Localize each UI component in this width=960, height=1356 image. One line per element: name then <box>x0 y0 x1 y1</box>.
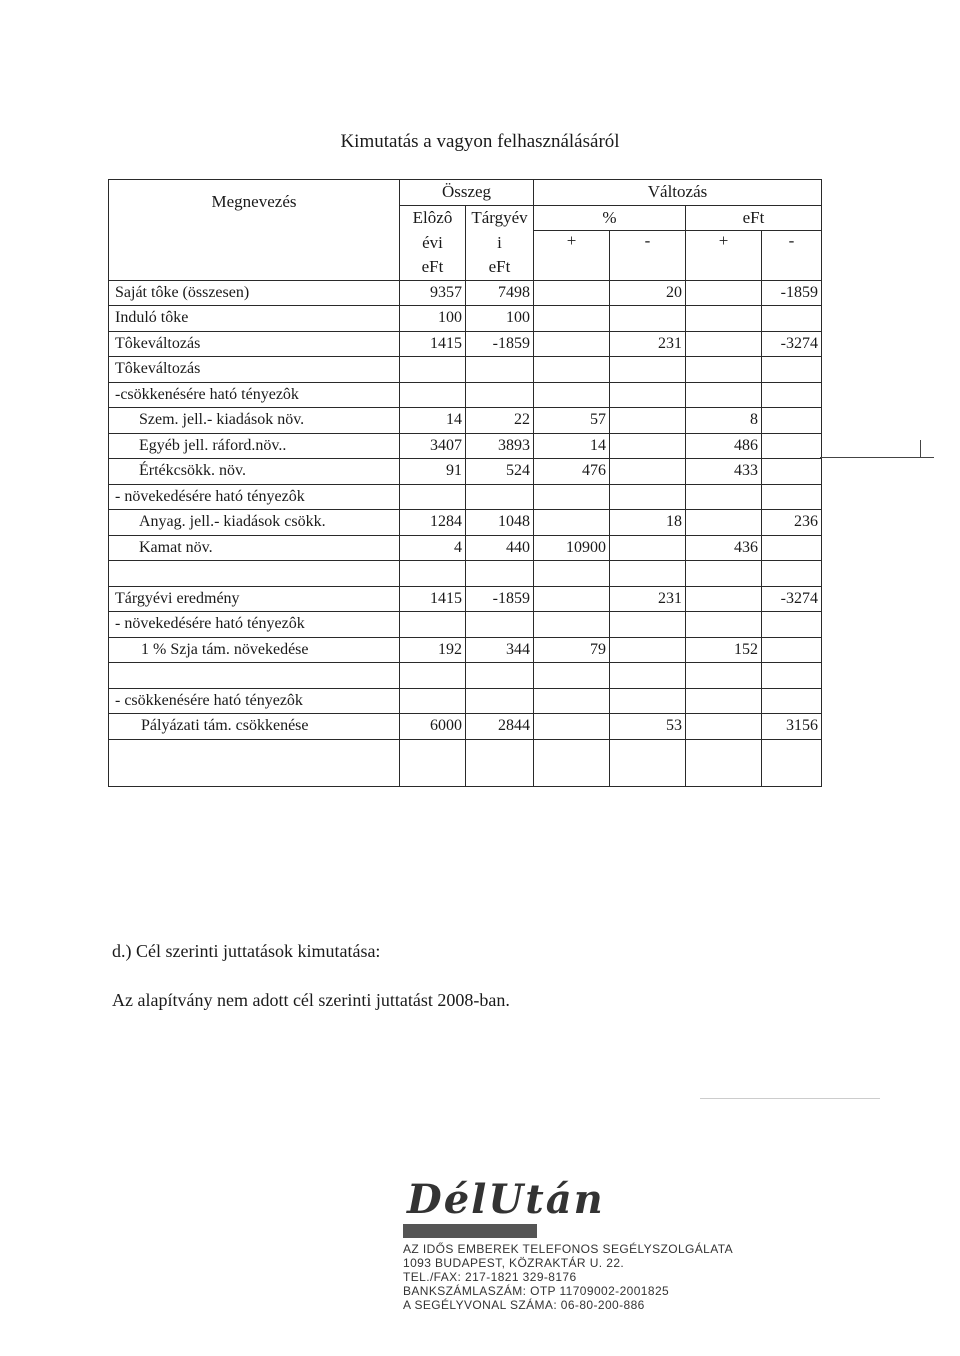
cell-curr <box>466 484 534 510</box>
cell-eft-plus: 433 <box>686 459 762 485</box>
cell-eft-minus <box>762 663 822 689</box>
empty-cell <box>610 739 686 786</box>
cell-pct-minus <box>610 408 686 434</box>
cell-eft-plus: 486 <box>686 433 762 459</box>
cell-curr: 1048 <box>466 510 534 536</box>
cell-curr: 7498 <box>466 280 534 306</box>
page-title: Kimutatás a vagyon felhasználásáról <box>340 131 620 152</box>
header-pct-minus: - <box>610 231 686 281</box>
header-evi: évi <box>400 231 466 256</box>
cell-eft-minus <box>762 484 822 510</box>
cell-curr: 344 <box>466 637 534 663</box>
cell-pct-minus <box>610 357 686 383</box>
stamp-line: TEL./FAX: 217-1821 329-8176 <box>403 1270 577 1284</box>
cell-eft-minus <box>762 433 822 459</box>
cell-curr <box>466 688 534 714</box>
cell-curr: 3893 <box>466 433 534 459</box>
cell-curr <box>466 612 534 638</box>
empty-cell <box>686 739 762 786</box>
cell-pct-plus: 10900 <box>534 535 610 561</box>
cell-pct-plus <box>534 306 610 332</box>
cell-prev <box>400 484 466 510</box>
stamp-line: AZ IDŐS EMBEREK TELEFONOS SEGÉLYSZOLGÁLATA <box>403 1242 733 1256</box>
cell-eft-minus <box>762 561 822 587</box>
cell-pct-minus <box>610 663 686 689</box>
cell-eft-minus: -3274 <box>762 586 822 612</box>
cell-prev: 3407 <box>400 433 466 459</box>
cell-pct-minus <box>610 535 686 561</box>
logo-bar <box>403 1224 537 1238</box>
scan-line <box>820 457 934 458</box>
cell-curr: 22 <box>466 408 534 434</box>
cell-eft-plus: 152 <box>686 637 762 663</box>
cell-pct-minus: 18 <box>610 510 686 536</box>
section-d-heading: d.) Cél szerinti juttatások kimutatása: <box>112 941 381 961</box>
header-eft-a: eFt <box>400 255 466 280</box>
cell-prev: 91 <box>400 459 466 485</box>
cell-curr <box>466 382 534 408</box>
cell-pct-plus <box>534 357 610 383</box>
cell-eft-plus <box>686 612 762 638</box>
empty-cell <box>534 739 610 786</box>
cell-prev <box>400 561 466 587</box>
cell-eft-minus <box>762 535 822 561</box>
cell-prev <box>400 357 466 383</box>
header-eft: eFt <box>686 205 822 231</box>
empty-cell <box>466 739 534 786</box>
cell-pct-plus <box>534 688 610 714</box>
cell-pct-plus: 14 <box>534 433 610 459</box>
section-d-text: Az alapítvány nem adott cél szerinti juttatást 2008-ban. <box>112 990 510 1010</box>
cell-pct-minus: 20 <box>610 280 686 306</box>
cell-prev: 100 <box>400 306 466 332</box>
cell-eft-minus: 236 <box>762 510 822 536</box>
cell-curr <box>466 357 534 383</box>
header-elozo: Elôzô <box>400 205 466 231</box>
cell-curr: 100 <box>466 306 534 332</box>
header-targyev: Tárgyév <box>466 205 534 231</box>
cell-eft-plus <box>686 688 762 714</box>
header-pct-plus: + <box>534 231 610 281</box>
cell-eft-plus <box>686 280 762 306</box>
header-eft-plus: + <box>686 231 762 281</box>
cell-pct-minus: 231 <box>610 331 686 357</box>
cell-prev <box>400 663 466 689</box>
cell-pct-plus <box>534 663 610 689</box>
cell-eft-minus <box>762 612 822 638</box>
cell-prev: 4 <box>400 535 466 561</box>
cell-eft-minus: 3156 <box>762 714 822 740</box>
row-label: Tôkeváltozás <box>109 331 400 357</box>
cell-pct-plus: 79 <box>534 637 610 663</box>
cell-eft-plus <box>686 561 762 587</box>
cell-prev: 6000 <box>400 714 466 740</box>
row-label: - növekedésére ható tényezôk <box>109 484 400 510</box>
stamp-line: BANKSZÁMLASZÁM: OTP 11709002-2001825 <box>403 1284 670 1298</box>
cell-prev: 1284 <box>400 510 466 536</box>
scan-line <box>920 440 921 457</box>
cell-pct-plus <box>534 586 610 612</box>
header-name: Megnevezés <box>109 180 400 281</box>
cell-eft-minus: -3274 <box>762 331 822 357</box>
header-valtozas: Változás <box>534 180 822 206</box>
cell-eft-plus <box>686 331 762 357</box>
stamp-line: A SEGÉLYVONAL SZÁMA: 06-80-200-886 <box>403 1298 645 1312</box>
header-eft-b: eFt <box>466 255 534 280</box>
header-osszeg: Összeg <box>400 180 534 206</box>
cell-curr: 2844 <box>466 714 534 740</box>
cell-prev <box>400 688 466 714</box>
cell-eft-plus <box>686 510 762 536</box>
row-label: Anyag. jell.- kiadások csökk. <box>109 510 400 536</box>
row-label <box>109 561 400 587</box>
cell-prev: 1415 <box>400 331 466 357</box>
row-label: Szem. jell.- kiadások növ. <box>109 408 400 434</box>
row-label: - csökkenésére ható tényezôk <box>109 688 400 714</box>
cell-pct-plus: 57 <box>534 408 610 434</box>
stamp-line: 1093 BUDAPEST, KÖZRAKTÁR U. 22. <box>403 1256 625 1270</box>
cell-curr: -1859 <box>466 331 534 357</box>
delutan-logo: DélUtán <box>407 1176 605 1223</box>
cell-pct-minus <box>610 484 686 510</box>
cell-pct-plus <box>534 612 610 638</box>
cell-curr <box>466 561 534 587</box>
cell-eft-minus <box>762 637 822 663</box>
cell-eft-minus <box>762 306 822 332</box>
row-label: -csökkenésére ható tényezôk <box>109 382 400 408</box>
cell-pct-minus <box>610 306 686 332</box>
cell-pct-plus <box>534 561 610 587</box>
cell-pct-plus <box>534 280 610 306</box>
cell-curr <box>466 663 534 689</box>
cell-pct-plus: 476 <box>534 459 610 485</box>
empty-cell <box>400 739 466 786</box>
cell-eft-plus <box>686 306 762 332</box>
cell-prev: 14 <box>400 408 466 434</box>
cell-pct-minus <box>610 459 686 485</box>
row-label: Induló tôke <box>109 306 400 332</box>
cell-pct-plus <box>534 714 610 740</box>
cell-pct-minus: 231 <box>610 586 686 612</box>
cell-pct-minus <box>610 612 686 638</box>
cell-prev <box>400 382 466 408</box>
cell-eft-minus <box>762 688 822 714</box>
asset-usage-table <box>108 179 822 787</box>
row-label <box>109 663 400 689</box>
cell-eft-minus <box>762 357 822 383</box>
empty-row-label <box>109 739 400 786</box>
row-label: Egyéb jell. ráford.növ.. <box>109 433 400 459</box>
header-pct: % <box>534 205 686 231</box>
cell-eft-minus <box>762 408 822 434</box>
header-eft-minus: - <box>762 231 822 281</box>
cell-eft-plus: 8 <box>686 408 762 434</box>
cell-pct-plus <box>534 331 610 357</box>
row-label: Kamat növ. <box>109 535 400 561</box>
cell-eft-plus <box>686 484 762 510</box>
row-label: 1 % Szja tám. növekedése <box>109 637 400 663</box>
scan-line <box>700 1098 880 1099</box>
cell-eft-plus <box>686 382 762 408</box>
cell-eft-minus: -1859 <box>762 280 822 306</box>
cell-pct-minus <box>610 561 686 587</box>
cell-prev <box>400 612 466 638</box>
cell-eft-plus <box>686 663 762 689</box>
row-label: Értékcsökk. növ. <box>109 459 400 485</box>
row-label: Pályázati tám. csökkenése <box>109 714 400 740</box>
cell-prev: 192 <box>400 637 466 663</box>
cell-curr: 524 <box>466 459 534 485</box>
header-i: i <box>466 231 534 256</box>
empty-cell <box>762 739 822 786</box>
cell-pct-plus <box>534 382 610 408</box>
cell-pct-plus <box>534 510 610 536</box>
cell-pct-minus <box>610 637 686 663</box>
cell-curr: -1859 <box>466 586 534 612</box>
row-label: - növekedésére ható tényezôk <box>109 612 400 638</box>
cell-eft-plus: 436 <box>686 535 762 561</box>
cell-curr: 440 <box>466 535 534 561</box>
cell-pct-minus: 53 <box>610 714 686 740</box>
row-label: Tárgyévi eredmény <box>109 586 400 612</box>
row-label: Saját tôke (összesen) <box>109 280 400 306</box>
cell-pct-minus <box>610 382 686 408</box>
cell-eft-minus <box>762 382 822 408</box>
cell-eft-minus <box>762 459 822 485</box>
cell-pct-minus <box>610 433 686 459</box>
organization-stamp <box>403 1178 743 1312</box>
cell-pct-plus <box>534 484 610 510</box>
cell-pct-minus <box>610 688 686 714</box>
row-label: Tôkeváltozás <box>109 357 400 383</box>
cell-eft-plus <box>686 714 762 740</box>
cell-eft-plus <box>686 586 762 612</box>
cell-prev: 1415 <box>400 586 466 612</box>
cell-eft-plus <box>686 357 762 383</box>
cell-prev: 9357 <box>400 280 466 306</box>
